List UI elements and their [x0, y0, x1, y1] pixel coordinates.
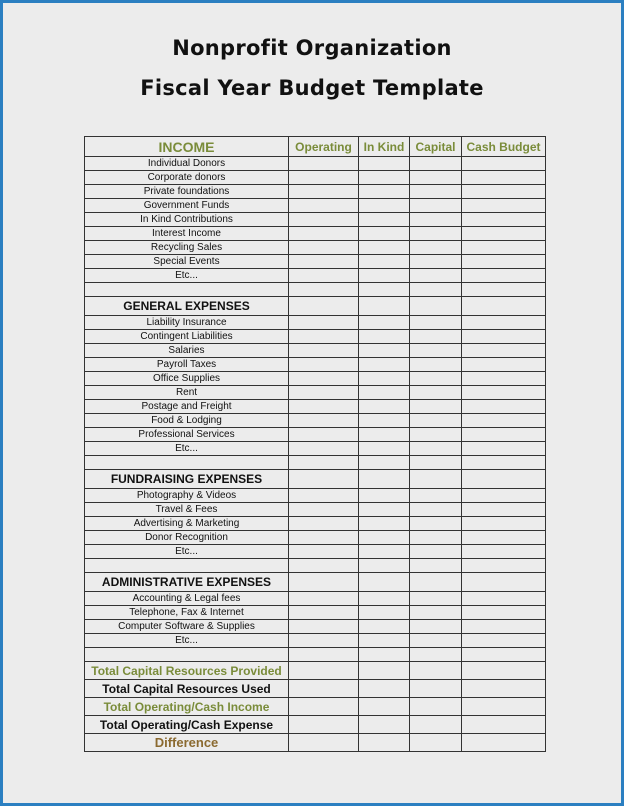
table-row — [85, 517, 546, 531]
cash-budget-cell[interactable] — [462, 734, 546, 752]
blank-row — [85, 283, 546, 297]
cash-budget-cell[interactable] — [462, 372, 546, 386]
operating-cell[interactable] — [289, 171, 359, 185]
row-label: Etc... — [85, 269, 289, 283]
in-kind-cell[interactable] — [359, 716, 410, 734]
total-capital-provided-label: Total Capital Resources Provided — [85, 662, 289, 680]
table-row — [85, 358, 546, 372]
in-kind-cell[interactable] — [359, 489, 410, 503]
income-header: INCOME — [85, 137, 289, 157]
row-label: Food & Lodging — [85, 414, 289, 428]
in-kind-cell[interactable] — [359, 255, 410, 269]
operating-cell[interactable] — [289, 606, 359, 620]
table-row — [85, 400, 546, 414]
operating-cell[interactable] — [289, 442, 359, 456]
in-kind-cell[interactable] — [359, 400, 410, 414]
total-row — [85, 716, 546, 734]
total-capital-used-label: Total Capital Resources Used — [85, 680, 289, 698]
table-row — [85, 545, 546, 559]
row-label: Corporate donors — [85, 171, 289, 185]
table-row — [85, 199, 546, 213]
table-row — [85, 620, 546, 634]
row-label: Special Events — [85, 255, 289, 269]
cash-budget-cell[interactable] — [462, 648, 546, 662]
capital-cell[interactable] — [410, 470, 462, 489]
capital-cell[interactable] — [410, 185, 462, 199]
capital-column-header: Capital — [410, 137, 462, 157]
in-kind-cell[interactable] — [359, 185, 410, 199]
cash-budget-cell[interactable] — [462, 157, 546, 171]
capital-cell[interactable] — [410, 269, 462, 283]
capital-cell[interactable] — [410, 157, 462, 171]
operating-cell[interactable] — [289, 503, 359, 517]
row-label: Donor Recognition — [85, 531, 289, 545]
section-header-row — [85, 297, 546, 316]
operating-cell[interactable] — [289, 428, 359, 442]
total-row — [85, 698, 546, 716]
table-row — [85, 213, 546, 227]
cash-budget-cell[interactable] — [462, 456, 546, 470]
table-row — [85, 241, 546, 255]
operating-cell[interactable] — [289, 269, 359, 283]
capital-cell[interactable] — [410, 573, 462, 592]
table-row — [85, 372, 546, 386]
capital-cell[interactable] — [410, 634, 462, 648]
capital-cell[interactable] — [410, 283, 462, 297]
table-row — [85, 442, 546, 456]
row-label: Liability Insurance — [85, 316, 289, 330]
total-row — [85, 662, 546, 680]
cash-budget-cell[interactable] — [462, 358, 546, 372]
table-row — [85, 255, 546, 269]
total-operating-income-label: Total Operating/Cash Income — [85, 698, 289, 716]
operating-cell[interactable] — [289, 573, 359, 592]
capital-cell[interactable] — [410, 227, 462, 241]
cash-budget-cell[interactable] — [462, 297, 546, 316]
capital-cell[interactable] — [410, 330, 462, 344]
cash-budget-cell[interactable] — [462, 414, 546, 428]
in-kind-cell[interactable] — [359, 620, 410, 634]
cash-budget-cell[interactable] — [462, 606, 546, 620]
cash-budget-cell[interactable] — [462, 386, 546, 400]
table-row — [85, 157, 546, 171]
capital-cell[interactable] — [410, 358, 462, 372]
table-row — [85, 414, 546, 428]
capital-cell[interactable] — [410, 503, 462, 517]
capital-cell[interactable] — [410, 171, 462, 185]
budget-table — [84, 136, 546, 752]
capital-cell[interactable] — [410, 559, 462, 573]
cash-budget-column-header: Cash Budget — [462, 137, 546, 157]
cash-budget-cell[interactable] — [462, 171, 546, 185]
cash-budget-cell[interactable] — [462, 428, 546, 442]
row-label: Interest Income — [85, 227, 289, 241]
operating-cell[interactable] — [289, 386, 359, 400]
cash-budget-cell[interactable] — [462, 531, 546, 545]
operating-cell[interactable] — [289, 213, 359, 227]
in-kind-cell[interactable] — [359, 680, 410, 698]
in-kind-cell[interactable] — [359, 531, 410, 545]
in-kind-cell[interactable] — [359, 634, 410, 648]
cash-budget-cell[interactable] — [462, 227, 546, 241]
row-label: Telephone, Fax & Internet — [85, 606, 289, 620]
operating-cell[interactable] — [289, 344, 359, 358]
cash-budget-cell[interactable] — [462, 213, 546, 227]
in-kind-cell[interactable] — [359, 316, 410, 330]
row-label: Etc... — [85, 634, 289, 648]
table-row — [85, 316, 546, 330]
general-expenses-heading: GENERAL EXPENSES — [85, 297, 289, 316]
in-kind-cell[interactable] — [359, 241, 410, 255]
row-label: Postage and Freight — [85, 400, 289, 414]
capital-cell[interactable] — [410, 716, 462, 734]
cash-budget-cell[interactable] — [462, 517, 546, 531]
section-header-row — [85, 470, 546, 489]
cash-budget-cell[interactable] — [462, 255, 546, 269]
capital-cell[interactable] — [410, 662, 462, 680]
capital-cell[interactable] — [410, 372, 462, 386]
cash-budget-cell[interactable] — [462, 662, 546, 680]
operating-cell[interactable] — [289, 648, 359, 662]
in-kind-cell[interactable] — [359, 606, 410, 620]
cash-budget-cell[interactable] — [462, 400, 546, 414]
in-kind-cell[interactable] — [359, 545, 410, 559]
cash-budget-cell[interactable] — [462, 716, 546, 734]
header-row — [85, 137, 546, 157]
operating-cell[interactable] — [289, 316, 359, 330]
capital-cell[interactable] — [410, 241, 462, 255]
row-label: Salaries — [85, 344, 289, 358]
table-row — [85, 269, 546, 283]
table-row — [85, 386, 546, 400]
operating-cell[interactable] — [289, 283, 359, 297]
operating-cell[interactable] — [289, 620, 359, 634]
capital-cell[interactable] — [410, 698, 462, 716]
capital-cell[interactable] — [410, 386, 462, 400]
blank-row — [85, 456, 546, 470]
cash-budget-cell[interactable] — [462, 241, 546, 255]
title-line-2: Fiscal Year Budget Template — [140, 76, 484, 100]
capital-cell[interactable] — [410, 531, 462, 545]
in-kind-cell[interactable] — [359, 213, 410, 227]
row-label — [85, 456, 289, 470]
cash-budget-cell[interactable] — [462, 634, 546, 648]
cash-budget-cell[interactable] — [462, 185, 546, 199]
cash-budget-cell[interactable] — [462, 559, 546, 573]
in-kind-cell[interactable] — [359, 503, 410, 517]
cash-budget-cell[interactable] — [462, 489, 546, 503]
capital-cell[interactable] — [410, 620, 462, 634]
capital-cell[interactable] — [410, 414, 462, 428]
operating-cell[interactable] — [289, 517, 359, 531]
row-label — [85, 648, 289, 662]
operating-cell[interactable] — [289, 157, 359, 171]
row-label: Recycling Sales — [85, 241, 289, 255]
in-kind-cell[interactable] — [359, 442, 410, 456]
in-kind-cell[interactable] — [359, 171, 410, 185]
in-kind-cell[interactable] — [359, 559, 410, 573]
in-kind-cell[interactable] — [359, 414, 410, 428]
table-row — [85, 489, 546, 503]
capital-cell[interactable] — [410, 297, 462, 316]
row-label: Advertising & Marketing — [85, 517, 289, 531]
row-label: Professional Services — [85, 428, 289, 442]
operating-cell[interactable] — [289, 372, 359, 386]
difference-label: Difference — [85, 734, 289, 752]
in-kind-cell[interactable] — [359, 662, 410, 680]
cash-budget-cell[interactable] — [462, 330, 546, 344]
total-row — [85, 734, 546, 752]
in-kind-cell[interactable] — [359, 517, 410, 531]
cash-budget-cell[interactable] — [462, 620, 546, 634]
capital-cell[interactable] — [410, 648, 462, 662]
operating-cell[interactable] — [289, 734, 359, 752]
row-label: Etc... — [85, 442, 289, 456]
in-kind-cell[interactable] — [359, 428, 410, 442]
in-kind-cell[interactable] — [359, 157, 410, 171]
in-kind-cell[interactable] — [359, 344, 410, 358]
cash-budget-cell[interactable] — [462, 269, 546, 283]
capital-cell[interactable] — [410, 199, 462, 213]
operating-cell[interactable] — [289, 358, 359, 372]
table-row — [85, 592, 546, 606]
in-kind-cell[interactable] — [359, 734, 410, 752]
table-row — [85, 171, 546, 185]
row-label: Private foundations — [85, 185, 289, 199]
operating-cell[interactable] — [289, 545, 359, 559]
total-row — [85, 680, 546, 698]
operating-cell[interactable] — [289, 330, 359, 344]
capital-cell[interactable] — [410, 517, 462, 531]
blank-row — [85, 559, 546, 573]
cash-budget-cell[interactable] — [462, 199, 546, 213]
cash-budget-cell[interactable] — [462, 573, 546, 592]
row-label: Accounting & Legal fees — [85, 592, 289, 606]
in-kind-cell[interactable] — [359, 297, 410, 316]
row-label: Photography & Videos — [85, 489, 289, 503]
capital-cell[interactable] — [410, 428, 462, 442]
row-label: Contingent Liabilities — [85, 330, 289, 344]
operating-cell[interactable] — [289, 592, 359, 606]
cash-budget-cell[interactable] — [462, 442, 546, 456]
capital-cell[interactable] — [410, 606, 462, 620]
in-kind-cell[interactable] — [359, 372, 410, 386]
blank-row — [85, 648, 546, 662]
table-row — [85, 606, 546, 620]
operating-cell[interactable] — [289, 634, 359, 648]
operating-cell[interactable] — [289, 255, 359, 269]
cash-budget-cell[interactable] — [462, 470, 546, 489]
operating-cell[interactable] — [289, 297, 359, 316]
row-label: Government Funds — [85, 199, 289, 213]
operating-cell[interactable] — [289, 531, 359, 545]
operating-cell[interactable] — [289, 662, 359, 680]
title-line-1: Nonprofit Organization — [172, 36, 452, 60]
operating-cell[interactable] — [289, 680, 359, 698]
table-row — [85, 330, 546, 344]
operating-cell[interactable] — [289, 559, 359, 573]
operating-cell[interactable] — [289, 470, 359, 489]
table-row — [85, 344, 546, 358]
fundraising-expenses-heading: FUNDRAISING EXPENSES — [85, 470, 289, 489]
table-row — [85, 531, 546, 545]
capital-cell[interactable] — [410, 400, 462, 414]
administrative-expenses-heading: ADMINISTRATIVE EXPENSES — [85, 573, 289, 592]
cash-budget-cell[interactable] — [462, 283, 546, 297]
in-kind-cell[interactable] — [359, 470, 410, 489]
row-label: Payroll Taxes — [85, 358, 289, 372]
in-kind-cell[interactable] — [359, 330, 410, 344]
row-label: In Kind Contributions — [85, 213, 289, 227]
table-row — [85, 428, 546, 442]
cash-budget-cell[interactable] — [462, 545, 546, 559]
cash-budget-cell[interactable] — [462, 680, 546, 698]
total-operating-expense-label: Total Operating/Cash Expense — [85, 716, 289, 734]
section-header-row — [85, 573, 546, 592]
cash-budget-cell[interactable] — [462, 503, 546, 517]
row-label: Individual Donors — [85, 157, 289, 171]
operating-cell[interactable] — [289, 199, 359, 213]
table-row — [85, 185, 546, 199]
operating-cell[interactable] — [289, 716, 359, 734]
row-label: Rent — [85, 386, 289, 400]
capital-cell[interactable] — [410, 316, 462, 330]
operating-cell[interactable] — [289, 400, 359, 414]
operating-cell[interactable] — [289, 414, 359, 428]
capital-cell[interactable] — [410, 442, 462, 456]
row-label: Office Supplies — [85, 372, 289, 386]
row-label — [85, 283, 289, 297]
capital-cell[interactable] — [410, 489, 462, 503]
capital-cell[interactable] — [410, 545, 462, 559]
row-label: Computer Software & Supplies — [85, 620, 289, 634]
row-label: Travel & Fees — [85, 503, 289, 517]
in-kind-column-header: In Kind — [359, 137, 410, 157]
in-kind-cell[interactable] — [359, 573, 410, 592]
capital-cell[interactable] — [410, 344, 462, 358]
in-kind-cell[interactable] — [359, 456, 410, 470]
in-kind-cell[interactable] — [359, 199, 410, 213]
in-kind-cell[interactable] — [359, 386, 410, 400]
cash-budget-cell[interactable] — [462, 316, 546, 330]
row-label: Etc... — [85, 545, 289, 559]
capital-cell[interactable] — [410, 734, 462, 752]
table-row — [85, 227, 546, 241]
in-kind-cell[interactable] — [359, 592, 410, 606]
operating-cell[interactable] — [289, 185, 359, 199]
in-kind-cell[interactable] — [359, 269, 410, 283]
operating-cell[interactable] — [289, 489, 359, 503]
cash-budget-cell[interactable] — [462, 344, 546, 358]
operating-cell[interactable] — [289, 698, 359, 716]
in-kind-cell[interactable] — [359, 698, 410, 716]
operating-column-header: Operating — [289, 137, 359, 157]
capital-cell[interactable] — [410, 680, 462, 698]
capital-cell[interactable] — [410, 592, 462, 606]
operating-cell[interactable] — [289, 456, 359, 470]
in-kind-cell[interactable] — [359, 648, 410, 662]
in-kind-cell[interactable] — [359, 358, 410, 372]
operating-cell[interactable] — [289, 227, 359, 241]
cash-budget-cell[interactable] — [462, 592, 546, 606]
operating-cell[interactable] — [289, 241, 359, 255]
cash-budget-cell[interactable] — [462, 698, 546, 716]
capital-cell[interactable] — [410, 456, 462, 470]
capital-cell[interactable] — [410, 255, 462, 269]
capital-cell[interactable] — [410, 213, 462, 227]
table-row — [85, 634, 546, 648]
in-kind-cell[interactable] — [359, 227, 410, 241]
in-kind-cell[interactable] — [359, 283, 410, 297]
row-label — [85, 559, 289, 573]
table-row — [85, 503, 546, 517]
